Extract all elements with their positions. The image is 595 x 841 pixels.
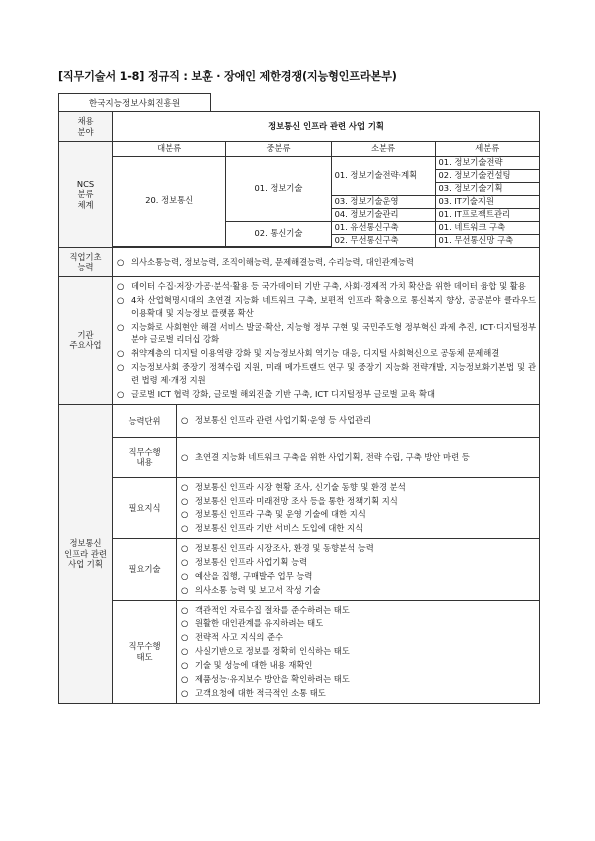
- job-row-knowledge: [59, 477, 540, 538]
- ncs-grid: [113, 142, 539, 247]
- ncs-small: 02. 무선통신구축: [331, 234, 435, 247]
- recruit-value: 정보통신 인프라 관련 사업 기획: [113, 112, 540, 142]
- ncs-detail: 03. 정보기술기획: [435, 182, 539, 195]
- job-item: ○ 기술 및 성능에 대한 내용 재확인: [180, 659, 536, 672]
- job-sublabel: 필요기술: [113, 539, 177, 600]
- basic-label: 직업기초 능력: [59, 248, 113, 277]
- job-sublabel: 직무수행 태도: [113, 600, 177, 703]
- job-item: ○ 예산을 집행, 구매발주 업무 능력: [180, 570, 536, 583]
- ncs-header-mid: 중분류: [226, 142, 331, 156]
- job-item: ○ 정보통신 인프라 시장조사, 환경 및 동향분석 능력: [180, 542, 536, 555]
- job-item: ○ 전략적 사고 지식의 준수: [180, 631, 536, 644]
- agency-item: ○ 취약계층의 디지털 이용역량 강화 및 지능정보사회 역기능 대응, 디지털 사회혁신으로 공동체 문제해결: [116, 347, 536, 360]
- job-content: [177, 477, 540, 538]
- job-content: [177, 404, 540, 437]
- ncs-detail: 01. 무선통신망 구축: [435, 234, 539, 247]
- job-content: [177, 600, 540, 703]
- basic-content: [113, 248, 540, 277]
- ncs-small: 01. 정보기술전략·계획: [331, 156, 435, 195]
- agency-item: ○ 4차 산업혁명시대의 초연결 지능화 네트워크 구축, 보편적 인프라 확충으로 통신복지 향상, 공공분야 클라우드 이용확대 및 지능정보 플랫폼 확산: [116, 294, 536, 320]
- job-row-attitude: [59, 600, 540, 703]
- document-title: [직무기술서 1-8] 정규직 : 보훈 · 장애인 제한경쟁(지능형인프라본부): [58, 70, 397, 83]
- job-item: ○ 정보통신 인프라 사업기획 능력: [180, 556, 536, 569]
- ncs-header-major: 대분류: [113, 142, 226, 156]
- ncs-mid: 01. 정보기술: [226, 156, 331, 221]
- job-item: ○ 초연결 지능화 네트워크 구축을 위한 사업기획, 전략 수립, 구축 방안 마련 등: [180, 451, 536, 464]
- recruit-label: 채용 분야: [59, 112, 113, 142]
- basic-row: [59, 248, 540, 277]
- ncs-small: 04. 정보기술관리: [331, 208, 435, 221]
- agency-label: 기관 주요사업: [59, 277, 113, 405]
- ncs-small: 01. 유선통신구축: [331, 221, 435, 234]
- agency-item: ○ 지능정보사회 중장기 정책수립 지원, 미래 메가트랜드 연구 및 중장기 지능화 전략개발, 지능정보화기본법 및 관련 법령 제·개정 지원: [116, 361, 536, 387]
- ncs-grid-cell: [113, 142, 540, 248]
- job-label: 정보통신 인프라 관련 사업 기획: [59, 404, 113, 703]
- job-item: ○ 정보통신 인프라 기반 서비스 도입에 대한 지식: [180, 522, 536, 535]
- ncs-major: 20. 정보통신: [113, 156, 226, 247]
- ncs-detail: 02. 정보기술컨설팅: [435, 169, 539, 182]
- ncs-detail: 03. IT기술지원: [435, 195, 539, 208]
- job-item: ○ 정보통신 인프라 관련 사업기획·운영 등 사업관리: [180, 414, 536, 427]
- job-content: [177, 437, 540, 477]
- job-item: ○ 제품성능·유지보수 방안을 확인하려는 태도: [180, 673, 536, 686]
- job-item: ○ 정보통신 인프라 구축 및 운영 기술에 대한 지식: [180, 508, 536, 521]
- ncs-detail: 01. 정보기술전략: [435, 156, 539, 169]
- job-item: ○ 원활한 대인관계를 유지하려는 태도: [180, 617, 536, 630]
- job-row-skill: [59, 539, 540, 600]
- ncs-header-small: 소분류: [331, 142, 435, 156]
- job-sublabel: 능력단위: [113, 404, 177, 437]
- ncs-detail: 01. 네트워크 구축: [435, 221, 539, 234]
- job-sublabel: 직무수행 내용: [113, 437, 177, 477]
- agency-row: [59, 277, 540, 405]
- job-item: ○ 정보통신 인프라 시장 현황 조사, 신기술 동향 및 환경 분석: [180, 481, 536, 494]
- agency-item: ○ 글로벌 ICT 협력 강화, 글로벌 해외진출 기반 구축, ICT 디지털정부 글로벌 교육 확대: [116, 388, 536, 401]
- job-item: ○ 객관적인 자료수집 절차를 준수하려는 태도: [180, 604, 536, 617]
- ncs-header-detail: 세분류: [435, 142, 539, 156]
- agency-content: [113, 277, 540, 405]
- agency-item: ○ 지능화로 사회현안 해결 서비스 발굴·확산, 지능형 정부 구현 및 국민주도형 정부혁신 과제 추진, ICT·디지털정부 분야 글로벌 리더십 강화: [116, 321, 536, 347]
- recruit-row: [59, 112, 540, 142]
- organization-name: 한국지능정보사회진흥원: [58, 93, 211, 112]
- job-item: ○ 정보통신 인프라 미래전망 조사 등을 통한 정책기획 지식: [180, 495, 536, 508]
- job-row-duty: [59, 437, 540, 477]
- job-item: ○ 의사소통 능력 및 보고서 작성 기술: [180, 584, 536, 597]
- job-row-unit: [59, 404, 540, 437]
- job-item: ○ 고객요청에 대한 적극적인 소통 태도: [180, 687, 536, 700]
- agency-item: ○ 데이터 수집·저장·가공·분석·활용 등 국가데이터 기반 구축, 사회·경제적 가치 확산을 위한 데이터 융합 및 활용: [116, 280, 536, 293]
- job-description-table: [58, 111, 540, 704]
- job-item: ○ 사실기반으로 정보를 정확히 인식하는 태도: [180, 645, 536, 658]
- basic-item: ○ 의사소통능력, 정보능력, 조직이해능력, 문제해결능력, 수리능력, 대인관계능력: [116, 256, 536, 269]
- ncs-row: [59, 142, 540, 248]
- ncs-detail: 01. IT프로젝트관리: [435, 208, 539, 221]
- ncs-label: NCS 분류 체계: [59, 142, 113, 248]
- job-sublabel: 필요지식: [113, 477, 177, 538]
- ncs-small: 03. 정보기술운영: [331, 195, 435, 208]
- ncs-mid: 02. 통신기술: [226, 221, 331, 247]
- job-content: [177, 539, 540, 600]
